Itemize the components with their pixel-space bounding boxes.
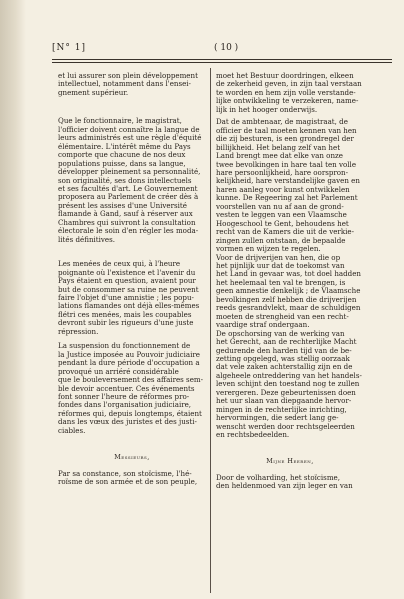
dutch-closing: Door de volharding, het stoïcisme, den heldenmoed van zijn leger en van — [216, 472, 353, 491]
issue-number: [N° 1] — [52, 43, 86, 53]
french-paragraph: et lui assurer son plein développement intellectuel, notamment dans l'ensei- gnement supérieur. — [58, 71, 198, 97]
dutch-paragraph: Voor de drijverijen van hen, die op het pijnlijk uur dat de toekomst van het Land in gevaar was, tot doel hadden het heelemaal ten val te brengen, is geen amnestie denkelijk ; de Vlaamsche bevolkingen zelf hebben die drijverijen reeds gesrandvlekt, maar de schuldigen moeten de strengheid van een recht- vaardige straf ondergaan. — [216, 252, 361, 330]
dutch-paragraph: Dat de ambtenaar, de magistraat, de officier de taal moeten kennen van hen die zij besturen, is een grondregel der billijkheid. Het belang zelf van het Land brengt mee dat elke van onze twee bevolkingen in hare taal ten volle hare persoonlijkheid, hare oorspron- kelijkheid, hare verstandelijke gaven en haren aanleg voor kunst ontwikkelen kunne. De Regeering zal het Parlement voorstellen van nu af aan de grond- vesten te leggen van een Vlaamsche Hoogeschool te Gent, behoudens het recht van de Kamers die uit de verkie- zingen zullen ontstaan, de bepaalde vormen en wijzen te regelen. — [216, 117, 360, 254]
french-paragraph: La suspension du fonctionnement de la Justice imposée au Pouvoir judiciaire pendant la dure période d'occupation a provoqué un arriéré considérable que le bouleversement des affaires sem- ble devoir accentuer. Ces événements font sonner l'heure de réformes pro- fondes dans l'organisation judiciaire, réformes qui, depuis longtemps, étaient dans les vœux des juristes et des justi- ciables. — [58, 341, 204, 435]
page-header — [52, 43, 392, 59]
header-rule-bottom — [52, 62, 392, 63]
dutch-paragraph: De opschorsing van de werking van het Gerecht, aan de rechterlijke Macht gedurende den harden tijd van de be- zetting opgelegd, was stellig oorzaak dat vele zaken achterstallig zijn en de algeheele ontreddering van het handels- leven schijnt den toestand nog te zullen verergeren. Deze gebeurtenissen doen het uur slaan van diepgaande hervor- mingen in de rechterlijke inrichting, hervormingen, die sedert lang ge- wenscht werden door rechtsgeleerden en rechtsbedeelden. — [216, 328, 362, 440]
header-rule-top — [52, 59, 392, 60]
column-divider — [210, 68, 211, 593]
page-number: ( 10 ) — [214, 43, 239, 53]
page-binding-shadow — [0, 0, 26, 599]
dutch-paragraph: moet het Bestuur doordringen, elkeen de zekerheid geven, in zijn taal verstaan te worden en hem zijn volle verstande- lijke ontwikkeling te verzekeren, name- lijk in het hooger onderwijs. — [216, 71, 362, 114]
french-closing: Par sa constance, son stoïcisme, l'hé- roïsme de son armée et de son peuple, — [58, 468, 198, 487]
french-paragraph: Que le fonctionnaire, le magistrat, l'officier doivent connaître la langue de leurs administrés est une règle d'équité élémentaire. L'intérêt même du Pays comporte que chacune de nos deux populations puisse, dans sa langue, développer pleinement sa personnalité, son originalité, ses dons intellectuels et ses facultés d'art. Le Gouvernement proposera au Parlement de créer dès à présent les assises d'une Université flamande à Gand, sauf à réserver aux Chambres qui suivront la consultation électorale le soin d'en régler les moda- lités définitives. — [58, 116, 202, 244]
french-column — [58, 72, 206, 495]
dutch-salutation: Mijne Heeren, — [266, 457, 314, 466]
french-paragraph: Les menées de ceux qui, à l'heure poignante où l'existence et l'avenir du Pays étaient en question, avaient pour but de consommer sa ruine ne peuvent faire l'objet d'une amnistie ; les popu- lations flamandes ont déjà elles-mêmes flétri ces menées, mais les coupables devront subir les rigueurs d'une juste répression. — [58, 259, 200, 336]
french-salutation: Messieurs, — [114, 453, 150, 462]
dutch-column — [216, 72, 364, 499]
